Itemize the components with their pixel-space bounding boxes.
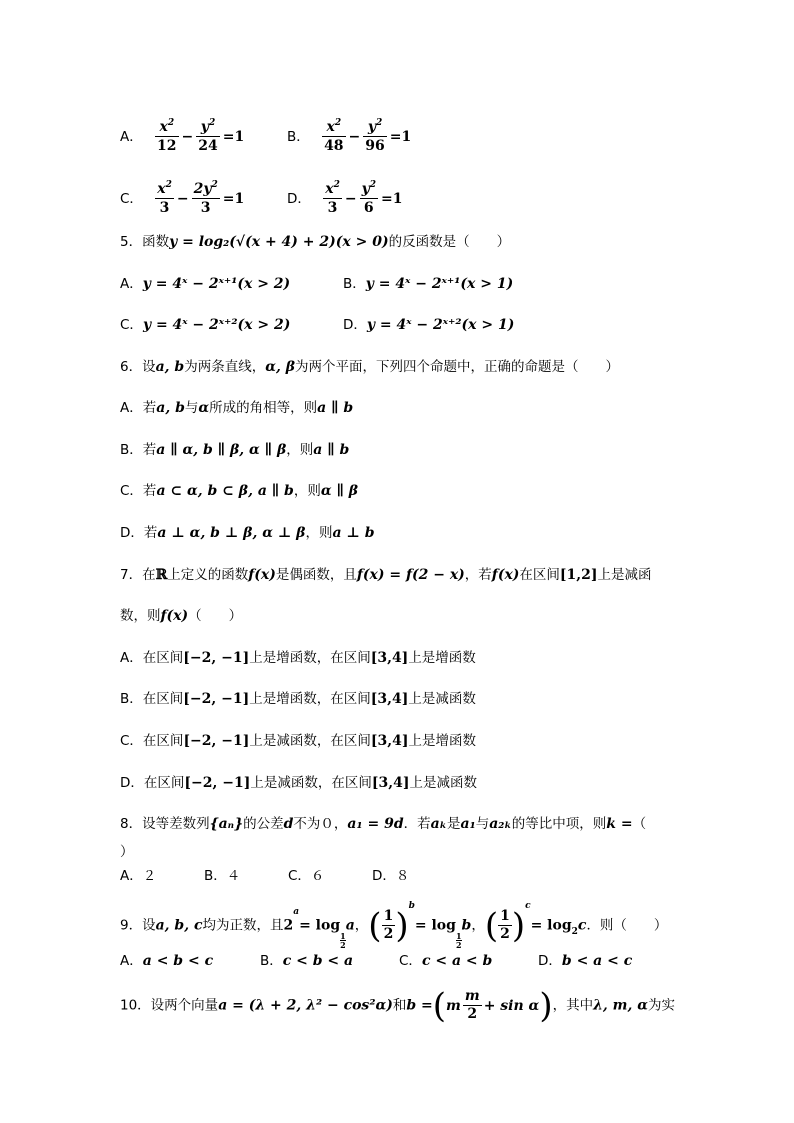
frac: $\frac{x^2}{3}$ xyxy=(325,180,340,216)
half-paren: ( 1 2 ) xyxy=(484,905,526,946)
q4-option-c[interactable]: C． $\frac{x^2}{3}$ − $\frac{2y^2}{3}$ =1 xyxy=(120,180,245,216)
q10-stem: 10．设两个向量a = (λ + 2, λ² − cos²α)和b = ( m m 2 + sin α ) ，其中λ, m, α为实 xyxy=(120,985,675,1026)
q6-stem: 6．设a, b为两条直线，α, β为两个平面，下列四个命题中，正确的命题是（ ） xyxy=(120,359,620,375)
q7-option-c[interactable]: C．在区间[−2, −1]上是减函数，在区间[3,4]上是增函数 xyxy=(120,733,476,749)
q9-option-c[interactable]: C．c < a < b xyxy=(399,953,493,969)
q5-function: y = log₂(√(x + 4) + 2)(x > 0) xyxy=(169,234,389,250)
frac: $\frac{y^2}{96}$ xyxy=(365,118,385,154)
q7-stem-line1: 7．在ℝ上定义的函数f(x)是偶函数，且f(x) = f(2 − x)，若f(x)在区间[1,2]上是减函 xyxy=(120,567,652,583)
q5-stem: 5．函数y = log₂(√(x + 4) + 2)(x > 0)的反函数是（ ） xyxy=(120,234,511,250)
q9-option-d[interactable]: D．b < a < c xyxy=(538,953,633,969)
frac: $\frac{x^2}{12}$ xyxy=(157,118,177,154)
q5-option-c[interactable]: C．y = 4ˣ − 2ˣ⁺²(x > 2) xyxy=(120,317,291,333)
q9-option-a[interactable]: A．a < b < c xyxy=(120,953,214,969)
q4-option-d[interactable]: D． $\frac{x^2}{3}$ − $\frac{y^2}{6}$ =1 xyxy=(287,180,403,216)
q9-option-b[interactable]: B．c < b < a xyxy=(260,953,354,969)
q5-option-d[interactable]: D．y = 4ˣ − 2ˣ⁺²(x > 1) xyxy=(343,317,515,333)
q7-stem-line2: 数，则f(x)（ ） xyxy=(120,608,243,624)
q5-option-a[interactable]: A．y = 4ˣ − 2ˣ⁺¹(x > 2) xyxy=(120,276,291,292)
q8-stem-line2: ） xyxy=(120,844,134,860)
q4-option-b[interactable]: B． $\frac{x^2}{48}$ − $\frac{y^2}{96}$ =1 xyxy=(287,118,412,154)
half-paren: ( 1 2 ) xyxy=(368,905,409,946)
q7-option-d[interactable]: D．在区间[−2, −1]上是减函数，在区间[3,4]上是减函数 xyxy=(120,775,477,791)
frac: $\frac{y^2}{24}$ xyxy=(198,118,218,154)
frac: $\frac{2y^2}{3}$ xyxy=(193,180,218,216)
q9-stem: 9．设a, b, c均为正数，且$2^a= \log$ $\frac{1}{2}$ a， ( 1 2 ) $^b$= log $\frac{1}{2}$ b， ( 1 2 ) $^c= \log_2c$．则（ ） xyxy=(120,901,668,950)
q6-option-d[interactable]: D．若a ⊥ α, b ⊥ β, α ⊥ β，则a ⊥ b xyxy=(120,525,375,541)
q8-option-c[interactable]: C．６ xyxy=(288,868,325,884)
q8-option-b[interactable]: B．４ xyxy=(204,868,241,884)
q5-option-b[interactable]: B．y = 4ˣ − 2ˣ⁺¹(x > 1) xyxy=(343,276,514,292)
q4-row-ab xyxy=(120,118,245,155)
frac: $\frac{x^2}{48}$ xyxy=(324,118,344,154)
q7-option-a[interactable]: A．在区间[−2, −1]上是增函数，在区间[3,4]上是增函数 xyxy=(120,650,476,666)
half-subscript: $\frac{1}{2}$ xyxy=(340,930,346,950)
q4-option-a[interactable]: A． $\frac{x^2}{12}$ − $\frac{y^2}{24}$ =1 xyxy=(120,118,245,154)
q8-stem: 8．设等差数列{aₙ}的公差d不为０，a₁ = 9d．若aₖ是a₁与a₂ₖ的等比中项，则k =（ xyxy=(120,816,647,832)
q6-option-c[interactable]: C．若a ⊂ α, b ⊂ β, a ∥ b，则α ∥ β xyxy=(120,483,359,499)
vector-b: ( m m 2 + sin α ) xyxy=(432,985,553,1026)
q6-option-a[interactable]: A．若a, b与α所成的角相等，则a ∥ b xyxy=(120,400,354,416)
half-subscript: $\frac{1}{2}$ xyxy=(455,930,462,950)
frac: $\frac{x^2}{3}$ xyxy=(157,180,172,216)
q8-option-a[interactable]: A．２ xyxy=(120,868,157,884)
q6-option-b[interactable]: B．若a ∥ α, b ∥ β, α ∥ β，则a ∥ b xyxy=(120,442,350,458)
frac: $\frac{y^2}{6}$ xyxy=(361,180,376,216)
q7-option-b[interactable]: B．在区间[−2, −1]上是增函数，在区间[3,4]上是减函数 xyxy=(120,691,476,707)
q8-option-d[interactable]: D．８ xyxy=(372,868,410,884)
